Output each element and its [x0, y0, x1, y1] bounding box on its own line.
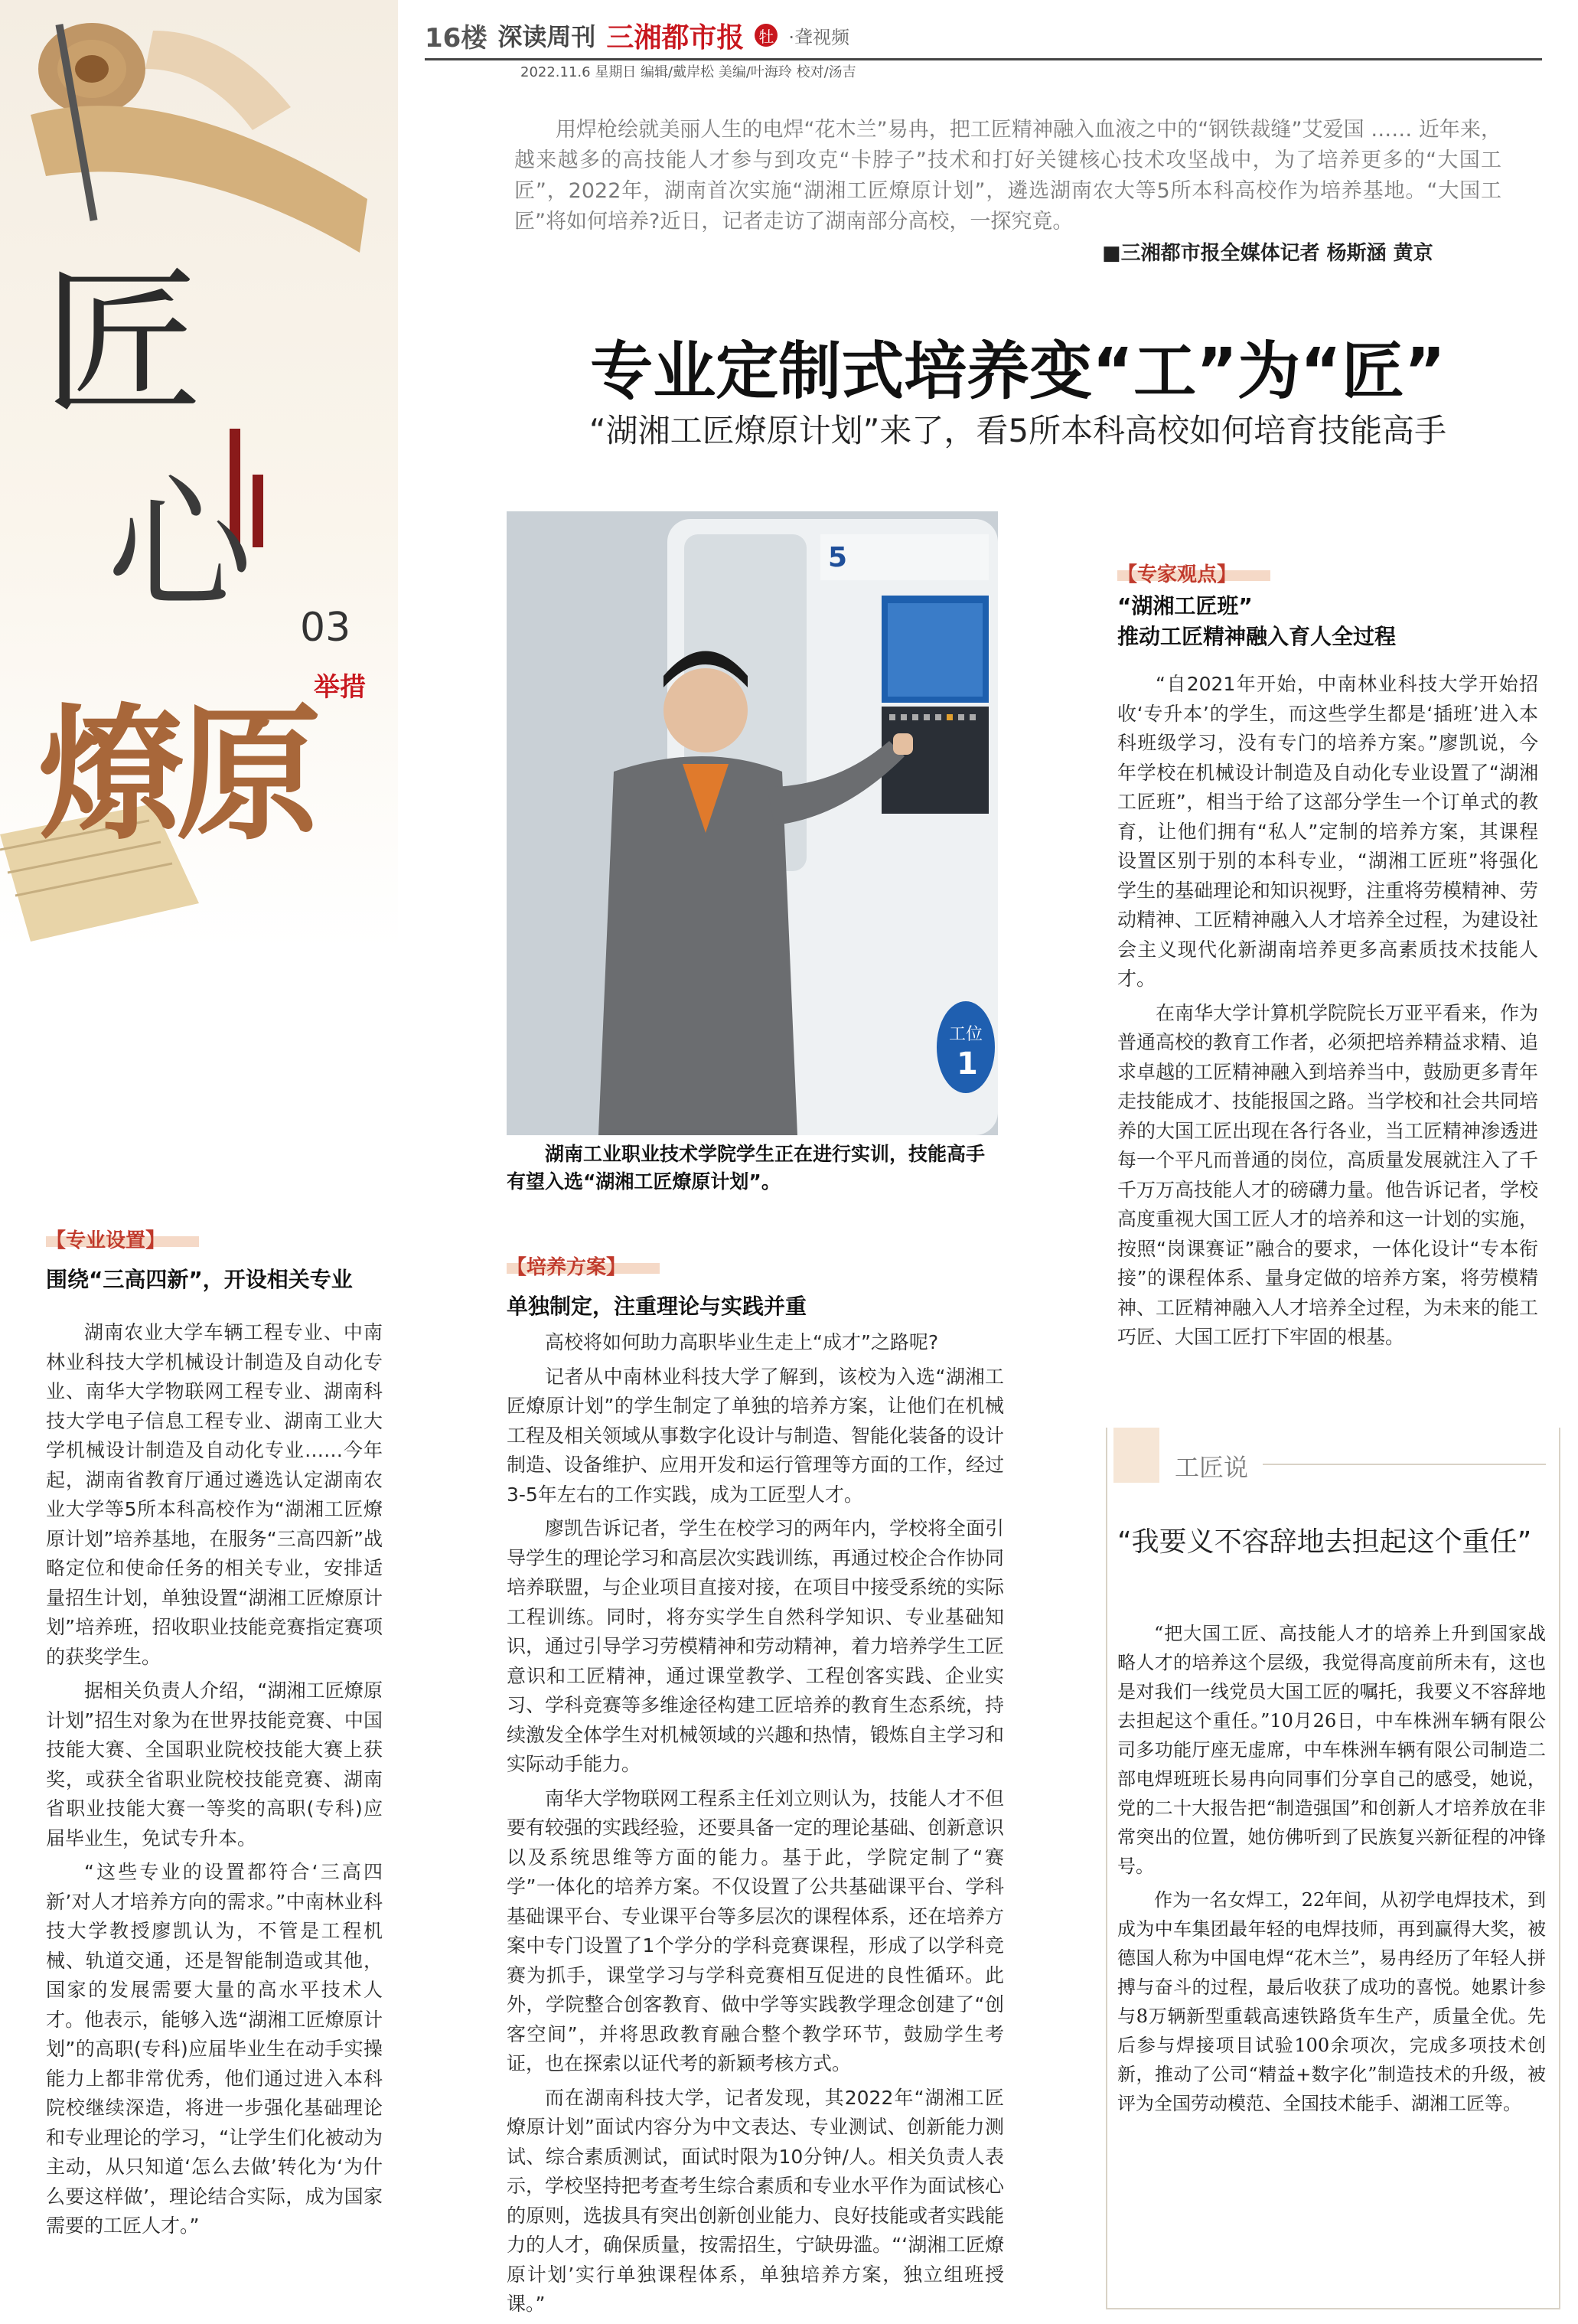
- section-tag-zhuanye: 【专业设置】: [46, 1229, 166, 1252]
- quote-box-body: [1117, 1619, 1546, 2123]
- page-number: 16楼: [425, 22, 487, 54]
- paragraph: 作为一名女焊工，22年间，从初学电焊技术，到成为中车集团最年轻的电焊技师，再到赢得大奖，被德国人称为中国电焊“花木兰”，易冉经历了年轻人拼搏与奋斗的过程，最后收获了成功的喜悦。她累计参与8万辆新型重载高速铁路货车生产，质量全优。先后参与焊接项目试验100余项次，完成多项技术创新，推动了公司“精益+数字化”制造技术的升级，被评为全国劳动模范、全国技术能手、湖湘工匠等。: [1117, 1889, 1546, 2114]
- masthead-rule: [425, 58, 1542, 60]
- quote-mark-icon: [1113, 1428, 1159, 1483]
- title-chars-liaoyuan: 燎原: [38, 689, 315, 860]
- cnc-training-scene: [507, 511, 998, 1135]
- quote-box-title: 工匠说: [1175, 1453, 1249, 1482]
- paragraph: 据相关负责人介绍，“湖湘工匠燎原计划”招生对象为在世界技能竞赛、中国技能大赛、全国职业院校技能大赛上获奖，或获全省职业院校技能竞赛、湖南省职业技能大赛一等奖的高职(专科)应届毕业生，免试专升本。: [46, 1679, 383, 1849]
- section-body-zhuanjia: [1117, 670, 1538, 1357]
- station-label: 工位: [949, 1025, 983, 1044]
- app-logo-icon: 牡: [755, 24, 778, 47]
- title-char-xin: 心: [107, 461, 253, 630]
- paragraph: “把大国工匠、高技能人才的培养上升到国家战略人才的培养这个层级，我觉得高度前所未有，这也是对我们一线党员大国工匠的嘱托，我要义不容辞地去担起这个重任。”10月26日，中车株洲车辆有限公司多功能厅座无虚席，中车株洲车辆有限公司制造二部电焊班班长易冉向同事们分享自己的感受，她说，党的二十大报告把“制造强国”和创新人才培养放在非常突出的位置，她仿佛听到了民族复兴新征程的冲锋号。: [1117, 1623, 1546, 1877]
- paragraph: 南华大学物联网工程系主任刘立则认为，技能人才不但要有较强的实践经验，还要具备一定的理论基础、创新意识以及系统思维等方面的能力。基于此，学院定制了“赛学”一体化的培养方案。不仅设置了公共基础课平台、学科基础课平台、专业课平台等多层次的课程体系，还在培养方案中专门设置了1个学分的学科竞赛课程，形成了以学科竞赛为抓手，课堂学习与学科竞赛相互促进的良性循环。此外，学院整合创客教育、做中学等实践教学理念创建了“创客空间”，并将思政教育融合整个教学环节，鼓励学生考证，也在探索以证代考的新颖考核方式。: [507, 1787, 1005, 2074]
- station-number: 1: [957, 1046, 978, 1082]
- paragraph: 湖南农业大学车辆工程专业、中南林业科技大学机械设计制造及自动化专业、南华大学物联网工程专业、湖南科技大学电子信息工程专业、湖南工业大学机械设计制造及自动化专业……今年起，湖南省教育厅通过遴选认定湖南农业大学等5所本科高校作为“湖湘工匠燎原计划”培养基地，在服务“三高四新”战略定位和使命任务的相关专业，安排适量招生计划，单独设置“湖湘工匠燎原计划”培养班，招收职业技能竞赛指定赛项的获奖学生。: [46, 1321, 383, 1668]
- section-body-zhuanye: [46, 1318, 383, 2246]
- headline: 专业定制式培养变“工”为“匠”: [590, 335, 1446, 408]
- subheadline: “湖湘工匠燎原计划”来了，看5所本科高校如何培育技能高手: [588, 412, 1447, 449]
- machine-brand: 5: [828, 542, 848, 573]
- edition-info: 2022.11.6 星期日 编辑/戴岸松 美编/叶海玲 校对/汤吉: [520, 64, 856, 80]
- section-body-peiyang: [507, 1328, 1004, 2324]
- intro-paragraph: 用焊枪绘就美丽人生的电焊“花木兰”易冉，把工匠精神融入血液之中的“钢铁裁缝”艾爱国 …… 近年来，越来越多的高技能人才参与到攻克“卡脖子”技术和打好关键核心技术攻坚战中，为了培养更多的“大国工匠”，2022年，湖南首次实施“湖湘工匠燎原计划”，遴选湖南农大等5所本科高校作为培养基地。“大国工匠”将如何培养?近日，记者走访了湖南部分高校，一探究竟。: [514, 118, 1501, 233]
- paragraph: “自2021年开始，中南林业科技大学开始招收‘专升本’的学生，而这些学生都是‘插班’进入本科班级学习，没有专门的培养方案。”廖凯说，今年学校在机械设计制造及自动化专业设置了“湖湘工匠班”，相当于给了这部分学生一个订单式的教育，让他们拥有“私人”定制的培养方案，其课程设置区别于别的本科专业，“湖湘工匠班”将强化学生的基础理论和知识视野，注重将劳模精神、劳动精神、工匠精神融入人才培养全过程，为建设社会主义现代化新湖南培养更多高素质技术技能人才。: [1117, 673, 1539, 990]
- paragraph: 记者从中南林业科技大学了解到，该校为入选“湖湘工匠燎原计划”的学生制定了单独的培养方案，让他们在机械工程及相关领域从事数字化设计与制造、智能化装备的设计制造、设备维护、应用开发和运行管理等方面的工作，经过3-5年左右的工作实践，成为工匠型人才。: [507, 1365, 1005, 1506]
- paragraph: 廖凯告诉记者，学生在校学习的两年内，学校将全面引导学生的理论学习和高层次实践训练，再通过校企合作协同培养联盟，与企业项目直接对接，在项目中接受系统的实际工程训练。同时，将夯实学生自然科学知识、专业基础知识，通过引导学习劳模精神和劳动精神，着力培养学生工匠意识和工匠精神，通过课堂教学、工程创客实践、企业实习、学科竞赛等多维途径构建工匠培养的教育生态系统，持续激发全体学生对机械领域的兴趣和热情，锻炼自主学习和实际动手能力。: [507, 1517, 1005, 1775]
- byline: ■三湘都市报全媒体记者 杨斯涵 黄京: [1102, 242, 1433, 265]
- paragraph: 高校将如何助力高职毕业生走上“成才”之路呢?: [545, 1331, 939, 1353]
- section-subtitle-zhuanjia: 推动工匠精神融入育人全过程: [1117, 624, 1397, 649]
- section-title-peiyang: 单独制定，注重理论与实践并重: [507, 1294, 807, 1319]
- news-photo: [507, 511, 998, 1135]
- issue-tag: 举措: [314, 672, 366, 703]
- pull-quote: “我要义不容辞地去担起这个重任”: [1117, 1526, 1532, 1558]
- newspaper-brand: 三湘都市报: [606, 21, 745, 54]
- paragraph: 而在湖南科技大学，记者发现，其2022年“湖湘工匠燎原计划”面试内容分为中文表达、专业测试、创新能力测试、综合素质测试，面试时限为10分钟/人。相关负责人表示，学校坚持把考查考生综合素质和专业水平作为面试核心的原则，选拔具有突出创新创业能力、良好技能或者实践能力的人才，确保质量，按需招生，宁缺毋滥。“‘湖湘工匠燎原计划’实行单独课程体系，单独培养方案，独立组班授课。”: [507, 2086, 1005, 2315]
- section-title-zhuanye: 围绕“三高四新”，开设相关专业: [46, 1267, 353, 1292]
- section-tag-peiyang: 【培养方案】: [507, 1256, 627, 1279]
- masthead: [425, 12, 1542, 58]
- video-channel: ·聋视频: [788, 26, 849, 48]
- paragraph: 在南华大学计算机学院院长万亚平看来，作为普通高校的教育工作者，必须把培养精益求精、追求卓越的工匠精神融入到培养当中，鼓励更多青年走技能成才、技能报国之路。当学校和社会共同培养的大国工匠出现在各行各业，当工匠精神渗透进每一个平凡而普通的岗位，高质量发展就注入了千千万万高技能人才的磅礴力量。他告诉记者，学校高度重视大国工匠人才的培养和这一计划的实施，按照“岗课赛证”融合的要求，一体化设计“专本衔接”的课程体系、量身定做的培养方案，将劳模精神、工匠精神融入人才培养全过程，为未来的能工巧匠、大国工匠打下牢固的根基。: [1117, 1001, 1539, 1348]
- quote-title-rule: [1263, 1464, 1546, 1465]
- issue-number: 03: [300, 605, 351, 651]
- section-tag-zhuanjia: 【专家观点】: [1117, 563, 1237, 586]
- section-title-zhuanjia: “湖湘工匠班”: [1117, 593, 1253, 619]
- column-name: 深读周刊: [497, 22, 596, 51]
- photo-caption: 湖南工业职业技术学院学生正在进行实训，技能高手有望入选“湖湘工匠燎原计划”。: [507, 1143, 986, 1193]
- decorative-red-bar: [253, 475, 263, 547]
- title-char-jiang: 匠: [42, 250, 204, 437]
- paragraph: “这些专业的设置都符合‘三高四新’对人才培养方向的需求。”中南林业科技大学教授廖凯认为，不管是工程机械、轨道交通，还是智能制造或其他，国家的发展需要大量的高水平技术人才。他表示，能够入选“湖湘工匠燎原计划”的高职(专科)应届毕业生在动手实操能力上都非常优秀，他们通过进入本科院校继续深造，将进一步强化基础理论和专业理论的学习，“让学生们化被动为主动，从只知道‘怎么去做’转化为‘为什么要这样做’，理论结合实际，成为国家需要的工匠人才。”: [46, 1861, 383, 2237]
